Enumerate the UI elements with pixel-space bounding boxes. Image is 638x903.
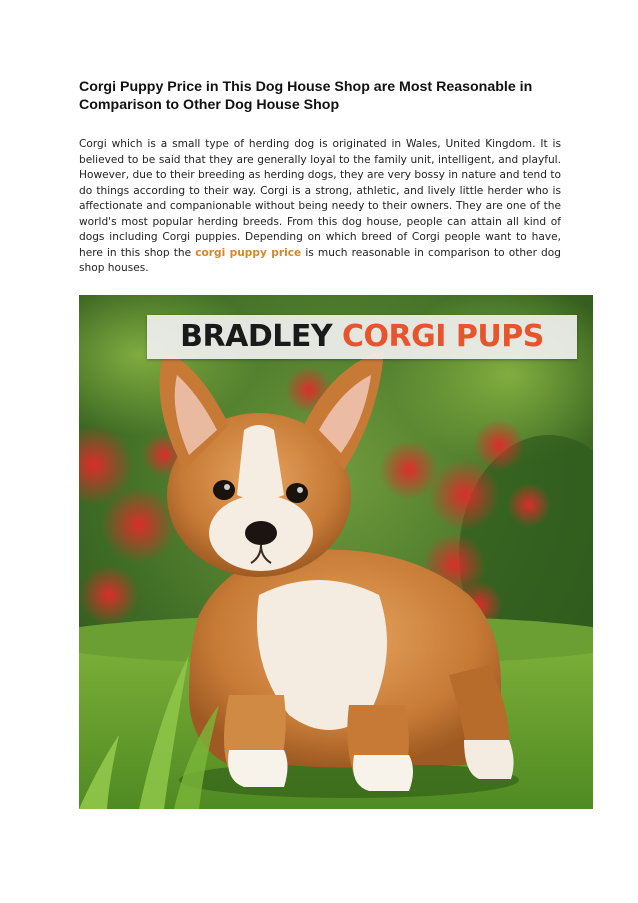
bradley-corgi-pups-banner bbox=[147, 315, 577, 359]
corgi-puppy-illustration bbox=[79, 295, 593, 809]
article-body bbox=[79, 137, 561, 277]
corgi-puppy-price-link[interactable]: corgi puppy price bbox=[195, 246, 302, 259]
banner-word-corgi-pups: CORGI PUPS bbox=[342, 319, 544, 354]
banner-word-bradley: BRADLEY bbox=[180, 319, 333, 354]
body-text-part-2: is much reasonable in comparison to other dog shop houses. bbox=[79, 246, 561, 274]
article-title: Corgi Puppy Price in This Dog House Shop are Most Reasonable in Comparison to Other Dog House Shop bbox=[79, 79, 533, 113]
body-text-part-1: Corgi which is a small type of herding dog is originated in Wales, United Kingdom. It is believed to be said that they are generally loyal to the family unit, intelligent, and playful. However, due to their breeding as herding dogs, they are very bossy in nature and tend to do things according to their way. Corgi is a strong, athletic, and lively little herder who is affectionate and companionable without being needy to their owners. They are one of the world's most popular herding breeds. From this dog house, people can attain all kind of dogs including Corgi puppies. Depending on which breed of Corgi people want to have, here in this shop the bbox=[79, 138, 561, 259]
corgi-puppy-photo bbox=[79, 295, 593, 809]
